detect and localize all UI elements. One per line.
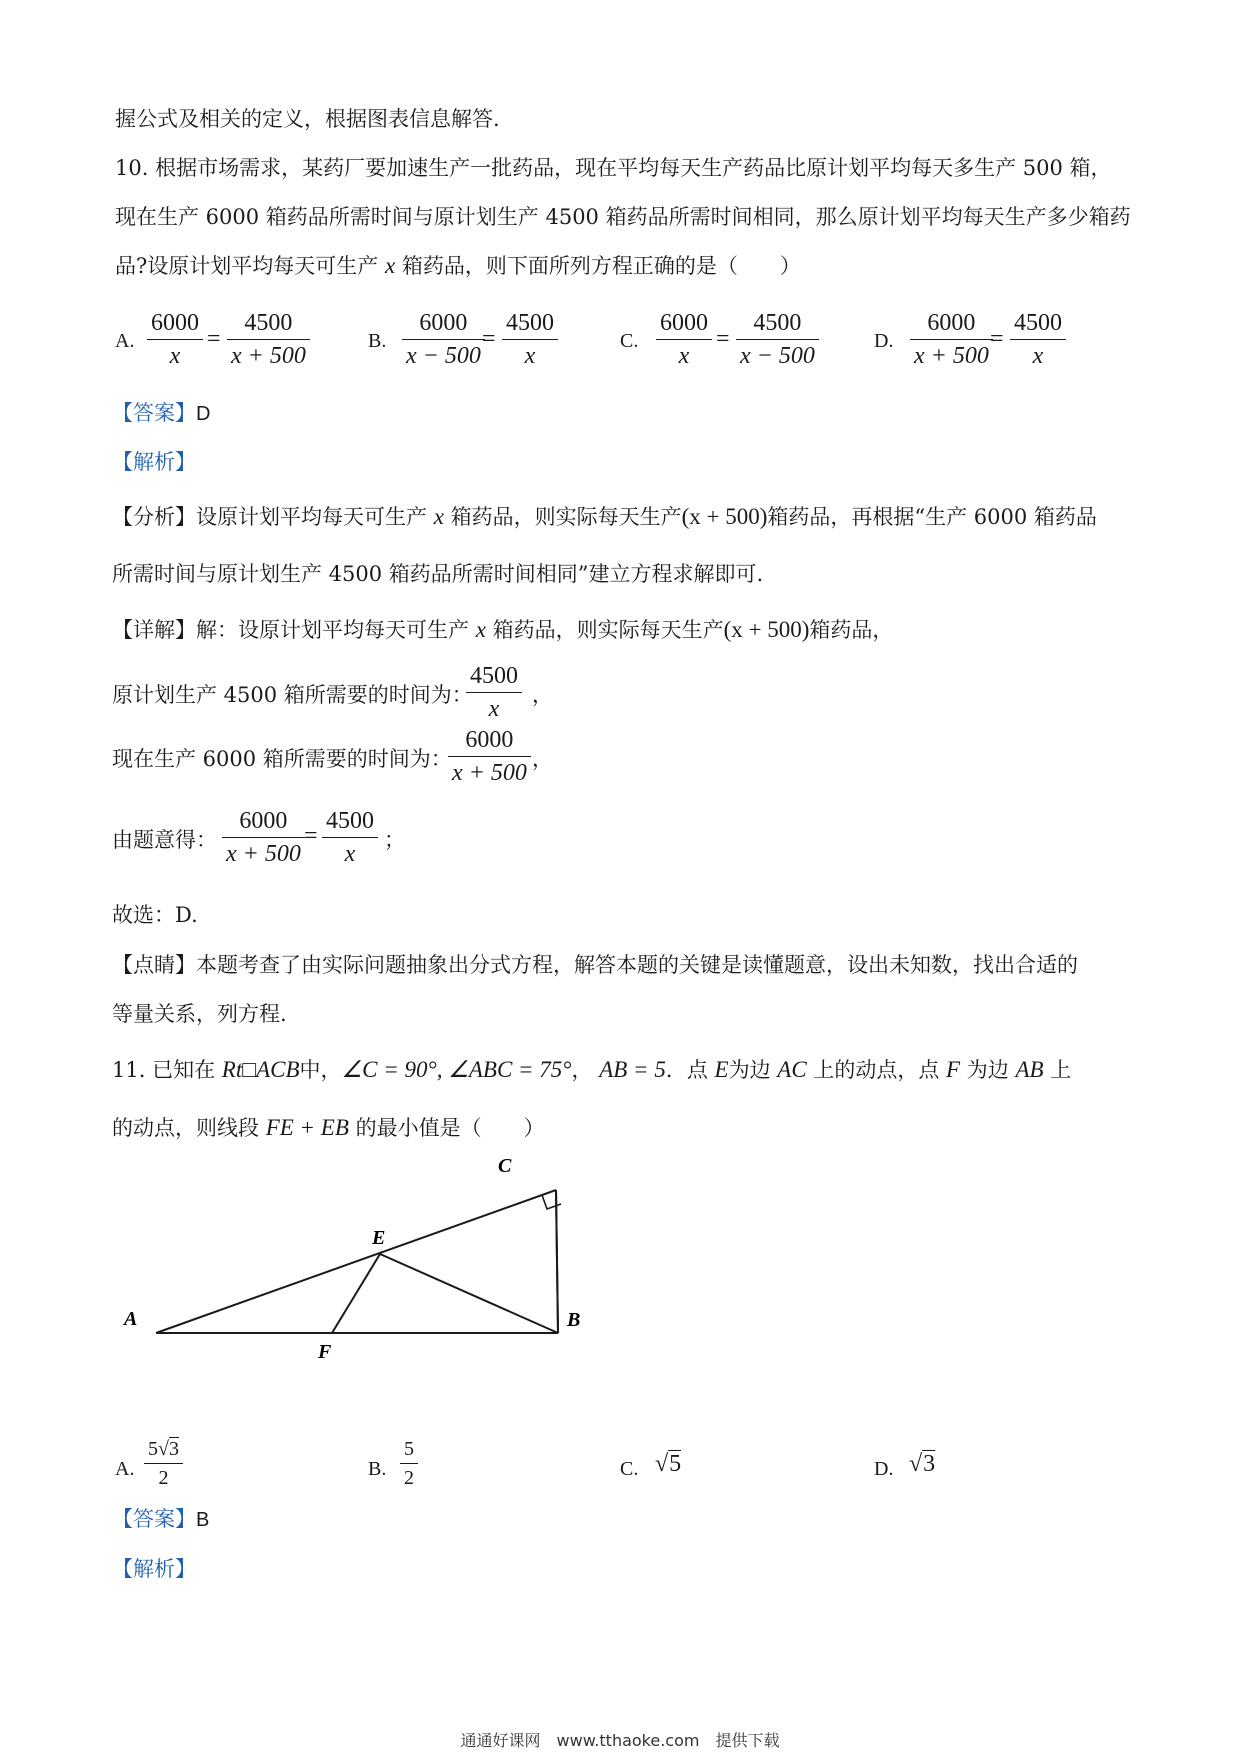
fraction-numerator: 6000: [151, 310, 199, 336]
q10-equation-right-fraction: [322, 806, 378, 869]
q10-comment-line-1: [112, 950, 1078, 980]
right-angle-mark: [542, 1195, 561, 1209]
fraction-denominator: x: [678, 343, 690, 369]
fraction-numerator: [144, 1436, 183, 1462]
fraction-numerator: 4500: [506, 310, 554, 336]
q11-line-1: [112, 1055, 1071, 1085]
q11-option-b-letter: B.: [368, 1458, 387, 1480]
comma: ，: [532, 683, 553, 707]
q11-option-c-letter: C.: [620, 1458, 639, 1480]
fraction-numerator: 6000: [239, 808, 288, 834]
q10-option-c-left-fraction: [656, 308, 712, 371]
triangle-name: Rt□ACB: [221, 1057, 300, 1082]
fraction-denominator: x: [1032, 343, 1044, 369]
variable-x: x: [475, 617, 486, 642]
q11-text: 为边: [966, 1058, 1009, 1082]
analysis-text: 设原计划平均每天可生产: [196, 505, 427, 529]
fraction-numerator: 6000: [465, 727, 514, 753]
q11-text: ，: [571, 1058, 593, 1082]
q10-option-d-letter: D.: [874, 330, 894, 352]
fraction-denominator: x: [488, 696, 500, 722]
fraction-denominator: x − 500: [740, 343, 815, 369]
fraction-denominator: x + 500: [226, 841, 301, 867]
radicand: 5: [669, 1451, 682, 1477]
expression-x-plus-500: (x + 500): [723, 617, 810, 642]
analysis-text: 箱药品，则实际每天生产: [450, 505, 682, 529]
sqrt-sign-icon: √: [158, 1438, 169, 1460]
fraction-numerator: 6000: [419, 310, 468, 336]
q10-option-c-letter: C.: [620, 330, 639, 352]
equals-sign: =: [990, 326, 1004, 352]
detail-tag: 【详解】: [112, 618, 196, 642]
q10-equation-label: 由题意得：: [112, 828, 217, 852]
fraction-denominator: x: [524, 343, 536, 369]
point-e: E: [714, 1057, 729, 1082]
sqrt-sign-icon: √: [909, 1451, 923, 1477]
fraction-numerator: 5: [404, 1438, 414, 1460]
q11-answer: [112, 1503, 209, 1533]
q10-variable-x: x: [384, 253, 396, 278]
label-e: E: [372, 1227, 386, 1249]
q11-option-a-letter: A.: [115, 1458, 135, 1480]
coefficient: 5: [148, 1438, 158, 1460]
q10-orig-time-label: 原计划生产 4500 箱所需要的时间为：: [112, 683, 473, 707]
point-f: F: [946, 1057, 961, 1082]
comment-tag: 【点睛】: [112, 953, 196, 977]
q11-text: 11. 已知在: [112, 1058, 216, 1082]
q10-choose: 故选：D.: [112, 903, 198, 927]
side-ab: AB: [1015, 1057, 1044, 1082]
fraction-denominator: 2: [158, 1467, 169, 1489]
fraction-denominator: x + 500: [231, 343, 306, 369]
page-footer: 通通好课网 www.tthaoke.com 提供下载: [460, 1731, 780, 1750]
detail-text: 箱药品，则实际每天生产: [492, 618, 724, 642]
q11-option-b-fraction: [400, 1436, 418, 1491]
fraction-numerator: 4500: [244, 310, 293, 336]
label-b: B: [567, 1309, 581, 1331]
q11-text: 为边: [728, 1058, 771, 1082]
label-f: F: [318, 1341, 332, 1363]
q11-text: 上的动点，点: [813, 1058, 940, 1082]
q11-option-c-sqrt: [655, 1451, 681, 1478]
fraction-numerator: 4500: [470, 663, 518, 689]
fraction-denominator: x − 500: [406, 343, 481, 369]
label-a: A: [124, 1308, 138, 1330]
answer-tag: 【答案】: [112, 401, 196, 425]
segment-expression: FE + EB: [265, 1115, 349, 1140]
fraction-numerator: 4500: [1014, 310, 1062, 336]
q11-option-a-fraction: [144, 1436, 183, 1491]
q10-line-3: [115, 251, 801, 281]
radicand: 3: [168, 1438, 179, 1460]
equals-sign: =: [482, 326, 496, 352]
segment-ef: [332, 1254, 380, 1333]
q11-text: 中，: [299, 1058, 342, 1082]
fraction-numerator: 4500: [753, 310, 802, 336]
q10-detail-line-1: [112, 615, 893, 645]
semicolon: ；: [384, 828, 405, 852]
answer-value: D: [196, 403, 211, 425]
fraction-numerator: 4500: [326, 808, 374, 834]
q10-analysis-line-2: 所需时间与原计划生产 4500 箱药品所需时间相同”建立方程求解即可.: [112, 562, 764, 586]
fraction-numerator: 6000: [660, 310, 708, 336]
q10-option-b-left-fraction: [402, 308, 485, 371]
q10-line-3-end: 箱药品，则下面所列方程正确的是（ ）: [401, 254, 801, 278]
q10-line-3-start: 品?设原计划平均每天可生产: [115, 254, 379, 278]
side-length: AB = 5: [599, 1057, 666, 1082]
side-ac-line: [156, 1190, 556, 1333]
equals-sign: =: [207, 326, 221, 352]
q11-text: 上: [1050, 1058, 1072, 1082]
q10-option-b-letter: B.: [368, 330, 387, 352]
q10-option-a-right-fraction: [227, 308, 310, 371]
comma: ，: [532, 747, 553, 771]
q11-text: 的动点，则线段: [112, 1116, 259, 1140]
fraction-denominator: x + 500: [914, 343, 989, 369]
angle-conditions: ∠C = 90°, ∠ABC = 75°: [341, 1057, 572, 1082]
q10-option-b-right-fraction: [502, 308, 558, 371]
side-ac: AC: [777, 1057, 807, 1082]
q10-option-d-right-fraction: [1010, 308, 1066, 371]
comment-text: 本题考查了由实际问题抽象出分式方程，解答本题的关键是读懂题意，设出未知数，找出合适的: [196, 953, 1078, 977]
fraction-denominator: 2: [404, 1467, 414, 1489]
q10-option-a-letter: A.: [115, 330, 135, 352]
radicand: 3: [923, 1451, 936, 1477]
detail-text: 箱药品，: [809, 618, 894, 642]
q10-comment-line-2: 等量关系，列方程.: [112, 1002, 287, 1026]
expression-x-plus-500: (x + 500): [681, 504, 768, 529]
fraction-denominator: x: [344, 841, 356, 867]
variable-x: x: [433, 504, 444, 529]
answer-tag: 【答案】: [112, 1507, 196, 1531]
q10-option-a-left-fraction: [147, 308, 203, 371]
q10-option-d-left-fraction: [910, 308, 993, 371]
q11-text: 的最小值是（ ）: [355, 1116, 545, 1140]
intro-line: 握公式及相关的定义，根据图表信息解答.: [115, 107, 500, 131]
segment-eb: [380, 1254, 558, 1333]
q10-line-2: 现在生产 6000 箱药品所需时间与原计划生产 4500 箱药品所需时间相同，那么原计划平均每天生产多少箱药: [115, 205, 1131, 229]
q10-orig-time-fraction: [466, 661, 522, 724]
q10-line-1: 10. 根据市场需求，某药厂要加速生产一批药品，现在平均每天生产药品比原计划平均每天多生产 500 箱，: [115, 156, 1112, 180]
answer-value: B: [196, 1509, 210, 1531]
q11-option-d-sqrt: [909, 1451, 935, 1478]
q10-answer: [112, 397, 210, 427]
fraction-denominator: x: [169, 343, 181, 369]
fraction-numerator: 6000: [927, 310, 976, 336]
q10-option-c-right-fraction: [736, 308, 819, 371]
triangle-figure: [110, 1150, 610, 1380]
q10-equation-left-fraction: [222, 806, 305, 869]
q10-jiexi-tag: 【解析】: [112, 450, 196, 474]
label-c: C: [498, 1155, 512, 1177]
fraction-denominator: x + 500: [452, 760, 527, 786]
analysis-tag: 【分析】: [112, 505, 196, 529]
q11-option-d-letter: D.: [874, 1458, 894, 1480]
q10-now-time-label: 现在生产 6000 箱所需要的时间为：: [112, 747, 452, 771]
equals-sign: =: [716, 326, 730, 352]
detail-text: 解：设原计划平均每天可生产: [196, 618, 469, 642]
q11-text: ．点: [665, 1058, 708, 1082]
sqrt-sign-icon: √: [655, 1451, 669, 1477]
q11-jiexi-tag: 【解析】: [112, 1557, 196, 1581]
q10-analysis-line-1: [112, 502, 1097, 532]
analysis-text: 箱药品，再根据“生产 6000 箱药品: [767, 505, 1097, 529]
q10-now-time-fraction: [448, 725, 531, 788]
q11-line-2: [112, 1113, 545, 1143]
equals-sign: =: [304, 823, 318, 849]
